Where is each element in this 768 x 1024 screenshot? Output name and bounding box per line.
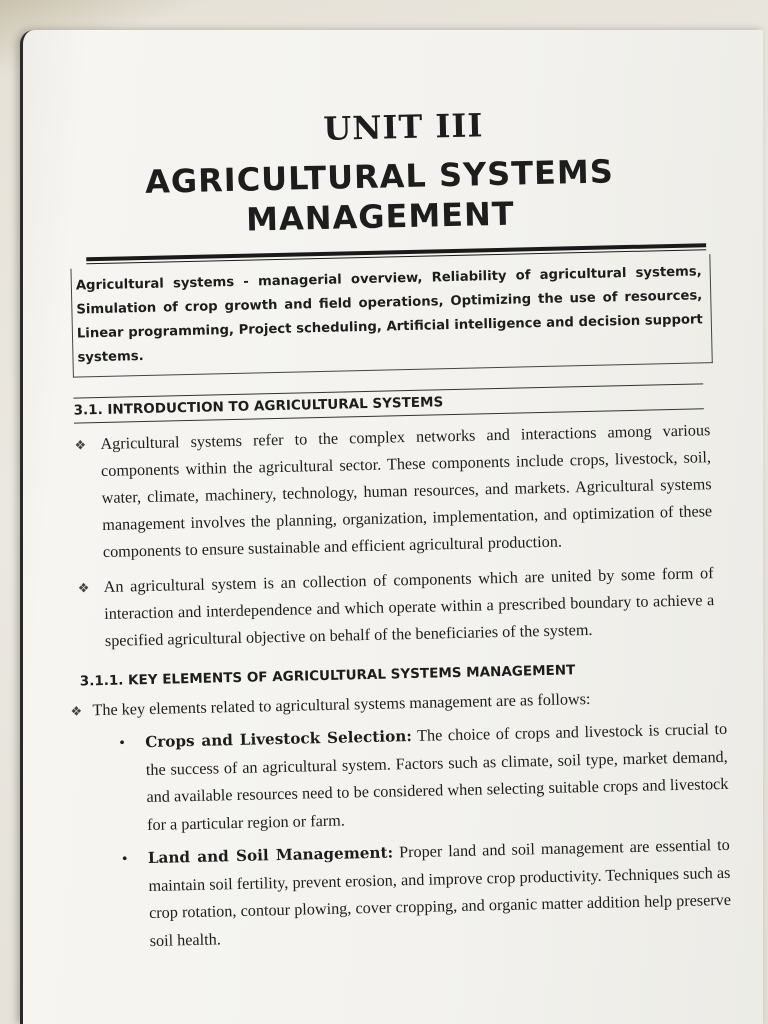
key-elements-intro-text: The key elements related to agricultural systems management are as follows: <box>92 689 591 720</box>
intro-point-1 <box>74 417 713 566</box>
book-page <box>20 30 763 1024</box>
diamond-bullet-icon: ❖ <box>74 437 87 453</box>
diamond-bullet-icon: ❖ <box>70 703 83 719</box>
key-element-text: The choice of crops and livestock is crucial to the success of an agricultural system. Factors such as climate, soil type, market demand, and available resources need to be considered when selecting suitable crops and livestock for a particular region or farm. <box>145 719 729 834</box>
syllabus-box: Agricultural systems - managerial overview, Reliability of agricultural systems, Simulation of crop growth and field operations, Optimizing the use of resources, Linear programming, Project scheduling, Artificial intelligence and decision support systems. <box>70 254 712 377</box>
diamond-bullet-icon: ❖ <box>77 580 90 596</box>
intro-point-2 <box>77 560 715 655</box>
unit-label: UNIT III <box>322 106 484 148</box>
section-heading-3-1: 3.1. INTRODUCTION TO AGRICULTURAL SYSTEMS <box>73 383 703 423</box>
unit-title <box>54 149 706 244</box>
round-bullet-icon: • <box>121 850 128 868</box>
key-element-lead: Crops and Livestock Selection: <box>145 727 413 752</box>
key-element-text: Proper land and soil management are essential to maintain soil fertility, prevent erosion, and improve crop productivity. Techniques such as crop rotation, contour plowing, cover cropping, and organic matter addition help preserve soil health. <box>148 835 732 950</box>
intro-point-1-text: Agricultural systems refer to the complex networks and interactions among various components within the agricultural sector. These components include crops, livestock, soil, water, climate, machinery, technology, human resources, and markets. Agricultural systems management involves the planning, organization, implementation, and optimization of these components to ensure sustainable and efficient agricultural production. <box>100 421 713 561</box>
key-element-item <box>119 716 729 839</box>
round-bullet-icon: • <box>119 734 126 752</box>
intro-point-2-text: An agricultural system is an collection of components which are united by some form of interaction and interdependence and which operate within a prescribed boundary to achieve a specified agricultural objective on behalf of the beneficiaries of the system. <box>103 564 715 650</box>
key-element-item <box>121 832 732 955</box>
unit-title-line1: AGRICULTURAL SYSTEMS <box>144 152 615 201</box>
unit-title-line2: MANAGEMENT <box>245 194 516 239</box>
section-heading-3-1-1: 3.1.1. KEY ELEMENTS OF AGRICULTURAL SYSTEMS MANAGEMENT <box>79 662 576 690</box>
page-content <box>53 101 732 957</box>
key-element-lead: Land and Soil Management: <box>147 843 394 868</box>
